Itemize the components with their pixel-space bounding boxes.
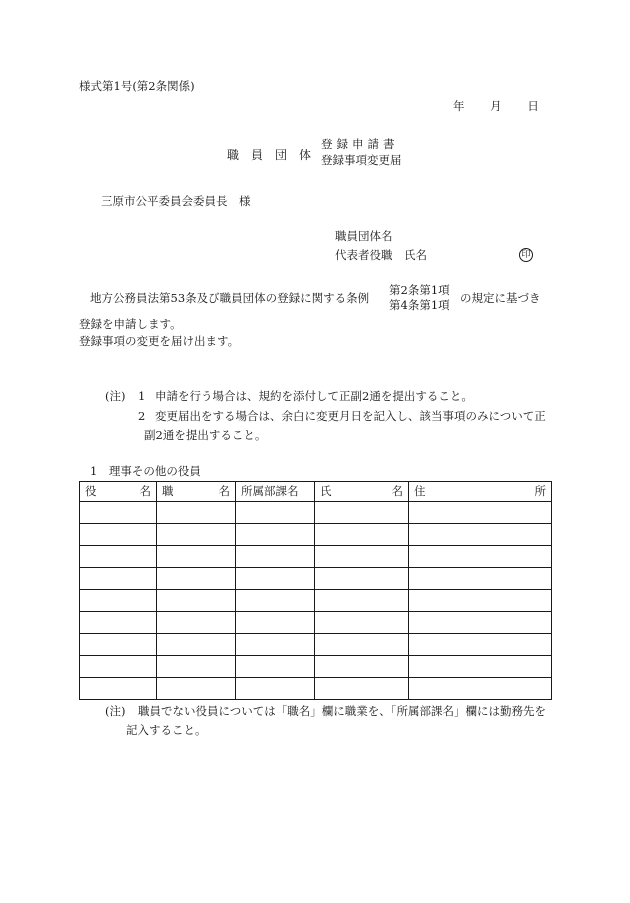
cell-address[interactable] bbox=[409, 612, 552, 634]
cell-job-title[interactable] bbox=[157, 612, 236, 634]
cell-department[interactable] bbox=[236, 502, 315, 524]
cell-address[interactable] bbox=[409, 678, 552, 700]
cell-role[interactable] bbox=[80, 546, 157, 568]
addressee: 三原市公平委員会委員長 様 bbox=[101, 194, 251, 208]
cell-department[interactable] bbox=[236, 612, 315, 634]
cell-role[interactable] bbox=[80, 678, 157, 700]
cell-name[interactable] bbox=[315, 678, 409, 700]
cell-job-title[interactable] bbox=[157, 656, 236, 678]
cell-address[interactable] bbox=[409, 568, 552, 590]
cell-name[interactable] bbox=[315, 524, 409, 546]
cell-role[interactable] bbox=[80, 634, 157, 656]
law-suffix: の規定に基づき bbox=[460, 291, 541, 305]
table-row bbox=[80, 502, 552, 524]
officers-table bbox=[79, 481, 552, 700]
cell-department[interactable] bbox=[236, 546, 315, 568]
table-row bbox=[80, 590, 552, 612]
cell-address[interactable] bbox=[409, 656, 552, 678]
cell-name[interactable] bbox=[315, 656, 409, 678]
org-name-label: 職員団体名 bbox=[335, 229, 393, 243]
title-left: 職 員 団 体 bbox=[227, 148, 312, 162]
cell-address[interactable] bbox=[409, 524, 552, 546]
col-header-job-title: 職 名 bbox=[157, 482, 236, 502]
clause-1: 第2条第1項 bbox=[389, 283, 450, 297]
footnote-line-1: 職員でない役員については「職名」欄に職業を、「所属部課名」欄には勤務先を bbox=[138, 704, 547, 718]
cell-name[interactable] bbox=[315, 634, 409, 656]
cell-name[interactable] bbox=[315, 590, 409, 612]
col-header-role: 役 名 bbox=[80, 482, 157, 502]
cell-job-title[interactable] bbox=[157, 590, 236, 612]
date-line bbox=[453, 100, 539, 114]
table-row bbox=[80, 546, 552, 568]
table-row bbox=[80, 678, 552, 700]
change-line: 登録事項の変更を届け出ます。 bbox=[79, 334, 240, 348]
cell-address[interactable] bbox=[409, 590, 552, 612]
cell-job-title[interactable] bbox=[157, 678, 236, 700]
cell-job-title[interactable] bbox=[157, 634, 236, 656]
cell-role[interactable] bbox=[80, 568, 157, 590]
cell-name[interactable] bbox=[315, 612, 409, 634]
col-header-address: 住 所 bbox=[409, 482, 552, 502]
cell-department[interactable] bbox=[236, 678, 315, 700]
table-row bbox=[80, 656, 552, 678]
date-day: 日 bbox=[527, 99, 539, 113]
cell-job-title[interactable] bbox=[157, 502, 236, 524]
col-header-name: 氏 名 bbox=[315, 482, 409, 502]
cell-role[interactable] bbox=[80, 590, 157, 612]
representative-label: 代表者役職 氏名 bbox=[335, 248, 427, 262]
note-label: (注) bbox=[105, 389, 126, 403]
table-row bbox=[80, 524, 552, 546]
table-header-row bbox=[80, 482, 552, 502]
note-1-number: 1 bbox=[138, 389, 146, 403]
cell-role[interactable] bbox=[80, 612, 157, 634]
cell-role[interactable] bbox=[80, 656, 157, 678]
cell-role[interactable] bbox=[80, 524, 157, 546]
note-1-text: 申請を行う場合は、規約を添付して正副2通を提出すること。 bbox=[155, 389, 473, 403]
cell-address[interactable] bbox=[409, 634, 552, 656]
note-2-text-a: 変更届出をする場合は、余白に変更月日を記入し、該当事項のみについて正 bbox=[155, 409, 546, 423]
seal-mark: 印 bbox=[519, 248, 533, 262]
table-row bbox=[80, 568, 552, 590]
footnote-line-2: 記入すること。 bbox=[126, 723, 207, 737]
cell-name[interactable] bbox=[315, 568, 409, 590]
col-header-department: 所属部課名 bbox=[236, 482, 315, 502]
table-row bbox=[80, 612, 552, 634]
cell-department[interactable] bbox=[236, 568, 315, 590]
date-year: 年 bbox=[453, 99, 465, 113]
section-title: 1 理事その他の役員 bbox=[90, 464, 201, 478]
cell-department[interactable] bbox=[236, 524, 315, 546]
title-line-2: 登録事項変更届 bbox=[321, 153, 402, 167]
clause-2: 第4条第1項 bbox=[389, 298, 450, 312]
note-2-number: 2 bbox=[138, 409, 146, 423]
cell-address[interactable] bbox=[409, 502, 552, 524]
cell-job-title[interactable] bbox=[157, 568, 236, 590]
cell-department[interactable] bbox=[236, 590, 315, 612]
cell-job-title[interactable] bbox=[157, 524, 236, 546]
cell-job-title[interactable] bbox=[157, 546, 236, 568]
law-text: 地方公務員法第53条及び職員団体の登録に関する条例 bbox=[90, 291, 370, 305]
footnote-label: (注) bbox=[105, 704, 126, 718]
cell-role[interactable] bbox=[80, 502, 157, 524]
note-2-text-b: 副2通を提出すること。 bbox=[144, 428, 267, 442]
cell-name[interactable] bbox=[315, 502, 409, 524]
apply-line: 登録を申請します。 bbox=[79, 317, 182, 331]
cell-department[interactable] bbox=[236, 634, 315, 656]
table-row bbox=[80, 634, 552, 656]
cell-name[interactable] bbox=[315, 546, 409, 568]
cell-address[interactable] bbox=[409, 546, 552, 568]
cell-department[interactable] bbox=[236, 656, 315, 678]
title-line-1: 登録申請書 bbox=[321, 137, 399, 151]
form-number: 様式第1号(第2条関係) bbox=[79, 79, 195, 93]
date-month: 月 bbox=[490, 99, 502, 113]
